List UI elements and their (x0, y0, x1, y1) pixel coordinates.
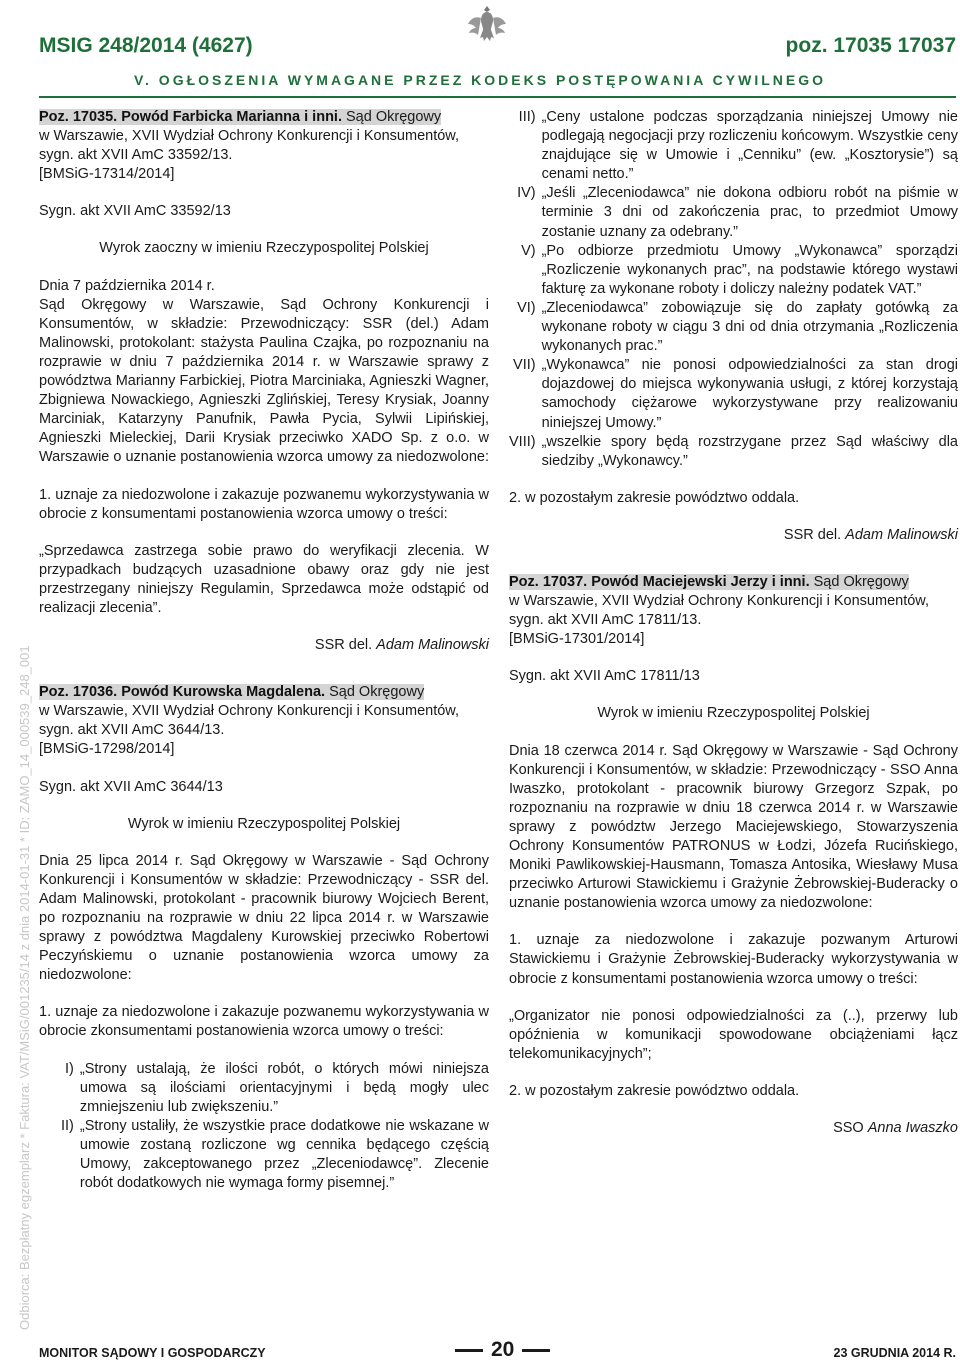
clause-number: I) (65, 1060, 74, 1077)
clause-text: „Zleceniodawca” zobowiązuje się do zapłaty gotówką za wykonane roboty w ciągu 3 dni od dnia otrzymania „Rozliczenia wykonanych prac.” (541, 299, 958, 355)
entry-17036-signature: SSR del. Adam Malinowski (783, 526, 958, 543)
entry-17036-bmsig: [BMSiG-17298/2014] (39, 741, 175, 758)
clause-text: „wszelkie spory będą rozstrzygane przez Sąd właściwy dla siedziby „Wykonawcy.” (541, 433, 958, 469)
entry-17035-body: Sąd Okręgowy w Warszawie, Sąd Ochrony Konkurencji i Konsumentów, w składzie: Przewodniczący: SSR (del.) Adam Malinowski, protokolant: stażysta Paulina Czajka, po rozpoznaniu na rozprawie w dniu 7 października 2014 r. w Warszawie sprawy z powództwa Marianny Farbickiej, Piotra Marciniaka, Agnieszki Wagner, Zbigniewa Nowackiego, Agnieszki Zglińskiej, Teresy Krysiak, Joanny Marciniak, Katarzyny Panufnik, Pawła Pycia, Sylwii Lipińskiej, Agnieszki Mieleckiej, Darii Krysiak przeciwko XADO Sp. z o.o. w Warszawie o uznanie postanowienia wzorca umowy za niedozwolone: (39, 296, 490, 466)
entry-17035-bmsig: [BMSiG-17314/2014] (39, 166, 175, 183)
clause-text: „Ceny ustalone podczas sporządzania niniejszej Umowy nie podlegają negocjacji przy rozliczeniu końcowym. Wszystkie ceny znajdujące się w Umowie i „Cenniku” (ew. „Kosztorysie”) są cenami netto.” (541, 109, 958, 183)
left-column (39, 108, 489, 1193)
recipient-sidebar: Odbiorca: Bezpłatny egzemplarz * Faktura: VAT/MSiG/001235/14 z dnia 2014-01-31 * ID: ZAMO_14_000539_248_001 (17, 645, 32, 1330)
entry-17036-court: w Warszawie, XVII Wydział Ochrony Konkurencji i Konsumentów, sygn. akt XVII AmC 3644/13. (39, 703, 459, 739)
entry-17035-title: Wyrok zaoczny w imieniu Rzeczypospolitej Polskiej (99, 240, 429, 257)
entry-17035-signature: SSR del. Adam Malinowski (314, 637, 489, 654)
entry-17035-court: w Warszawie, XVII Wydział Ochrony Konkurencji i Konsumentów, sygn. akt XVII AmC 33592/13. (39, 128, 459, 164)
right-column (509, 108, 958, 1138)
entry-17036-point1: 1. uznaje za niedozwolone i zakazuje pozwanemu wykorzystywania w obrocie zkonsumentami postanowienia wzorca umowy o treści: (39, 1004, 489, 1040)
entry-17037-bmsig: [BMSiG-17301/2014] (509, 631, 645, 648)
entry-17037-point2: 2. w pozostałym zakresie powództwo oddala. (509, 1082, 800, 1099)
clause-number: VII) (513, 357, 536, 374)
entry-17037-heading: Poz. 17037. Powód Maciejewski Jerzy i inni. Sąd Okręgowy (509, 573, 909, 590)
entry-17037-sygn: Sygn. akt XVII AmC 17811/13 (509, 668, 700, 685)
entry-17035-heading: Poz. 17035. Powód Farbicka Marianna i inni. Sąd Okręgowy (39, 109, 442, 125)
entry-17035-quote: „Sprzedawca zastrzega sobie prawo do weryfikacji zlecenia. W przypadkach budzących uzasadnione obawy oraz gdy nie jest przestrzegany niniejszy Regulamin, Sprzedawca może odstąpić od realizacji zlecenia”. (39, 542, 489, 616)
entry-17036-title: Wyrok w imieniu Rzeczypospolitej Polskiej (127, 815, 401, 832)
entry-17037-court: w Warszawie, XVII Wydział Ochrony Konkurencji i Konsumentów, sygn. akt XVII AmC 17811/13. (509, 593, 929, 629)
clause-number: VIII) (509, 433, 536, 450)
clause-number: VI) (517, 299, 536, 316)
entry-17037-quote: „Organizator nie ponosi odpowiedzialności za (..), przerwy lub opóźnienia w komunikacji spowodowane obciążeniami łącz telekomunikacyjnych”; (509, 1007, 958, 1062)
clause-text: „Strony ustalają, że ilości robót, o których mówi niniejsza umowa są ilościami orientacyjnymi i będą mogły ulec zmniejszeniu lub zwiększeniu.” (79, 1060, 489, 1115)
entry-17037-title: Wyrok w imieniu Rzeczypospolitej Polskiej (597, 705, 870, 722)
eagle-emblem-icon (466, 2, 508, 52)
entry-17036-heading: Poz. 17036. Powód Kurowska Magdalena. Sąd Okręgowy (39, 684, 425, 701)
clause-text: „Wykonawca” nie ponosi odpowiedzialności za stan drogi dojazdowej do miejsca wykonywania usługi, z której korzystają samochody ciężarowe wykorzystywane przy realizowaniu niniejszej Umowy.” (541, 357, 958, 431)
entry-17037-body: Dnia 18 czerwca 2014 r. Sąd Okręgowy w Warszawie - Sąd Ochrony Konkurencji i Konsumentów, w składzie: Przewodniczący - SSO Anna Iwaszko, protokolant - pracownik biurowy Grzegorz Szpak, po rozpoznaniu na rozprawie w dniu 18 czerwca 2014 r. w Warszawie sprawy z powództw Jerzego Maciejewskiego, Stowarzyszenia Ochrony Konsumentów PATRONUS w Łodzi, Józefa Rucińskiego, Moniki Pawlikowskiej-Hausmann, Tomasza Antosika, Wiesławy Musa przeciwko Arturowi Stawickiemu i Grażynie Żebrowskiej-Buderacky o uznanie postanowienia wzorca umowy za niedozwolone: (509, 742, 958, 912)
entry-17037-signature: SSO Anna Iwaszko (833, 1120, 958, 1137)
entry-17037-point1: 1. uznaje za niedozwolone i zakazuje pozwanym Arturowi Stawickiemu i Grażynie Żebrowskiej-Buderacky wykorzystywania w obrocie z konsumentami postanowienia wzorca umowy o treści: (509, 932, 958, 987)
clause-number: V) (521, 242, 536, 259)
entry-17036-sygn: Sygn. akt XVII AmC 3644/13 (39, 778, 223, 795)
entry-17035-point1: 1. uznaje za niedozwolone i zakazuje pozwanemu wykorzystywania w obrocie z konsumentami postanowienia wzorca umowy o treści: (39, 486, 489, 522)
clause-number: III) (518, 109, 536, 125)
clause-text: „Strony ustaliły, że wszystkie prace dodatkowe nie wskazane w umowie zostaną rozliczone wg cennika będącego częścią Umowy, zakceptowanego przez „Zleceniodawcę”. Zlecenie robót dodatkowych nie wymaga formy pisemnej.” (79, 1117, 489, 1192)
entry-17035-date: Dnia 7 października 2014 r. (39, 277, 215, 294)
clause-number: II) (61, 1117, 74, 1134)
header-rule (39, 96, 956, 98)
entry-17036-clauses-right (509, 108, 958, 471)
journal-issue: MSIG 248/2014 (4627) (39, 34, 253, 57)
footer-date: 23 GRUDNIA 2014 R. (833, 1346, 956, 1360)
clause-number: IV) (517, 185, 536, 202)
clause-text: „Jeśli „Zleceniodawca” nie dokona odbioru robót na piśmie w terminie 3 dni od zakończenia prac, to przedmiot Umowy zostanie uznany za odebrany.” (541, 185, 958, 240)
entry-17035-sygn: Sygn. akt XVII AmC 33592/13 (39, 203, 231, 220)
entry-17036-body: Dnia 25 lipca 2014 r. Sąd Okręgowy w Warszawie - Sąd Ochrony Konkurencji i Konsumentów w składzie: Przewodniczący - SSR del. Adam Malinowski, protokolant - pracownik biurowy Wojciech Berent, po rozpoznaniu na rozprawie w dniu 22 lipca 2014 r. w Warszawie sprawy z powództwa Magdaleny Kurowskiej przeciwko Robertowi Peczyńskiemu o uznanie postanowienia wzorca umowy za niedozwolone: (39, 852, 489, 984)
entry-17036-clauses-left (39, 1060, 489, 1194)
entry-17036-point2: 2. w pozostałym zakresie powództwo oddala. (509, 489, 800, 506)
position-range: poz. 17035 17037 (785, 34, 956, 57)
clause-text: „Po odbiorze przedmiotu Umowy „Wykonawca” sporządzi „Rozliczenie wykonanych prac”, na podstawie którego wystawi fakturę za wykonane roboty i doliczy należny podatek VAT.” (541, 242, 958, 297)
page-number: 20 (455, 1338, 550, 1362)
section-title: V. OGŁOSZENIA WYMAGANE PRZEZ KODEKS POSTĘPOWANIA CYWILNEGO (133, 72, 827, 88)
footer-publication: MONITOR SĄDOWY I GOSPODARCZY (39, 1346, 266, 1360)
